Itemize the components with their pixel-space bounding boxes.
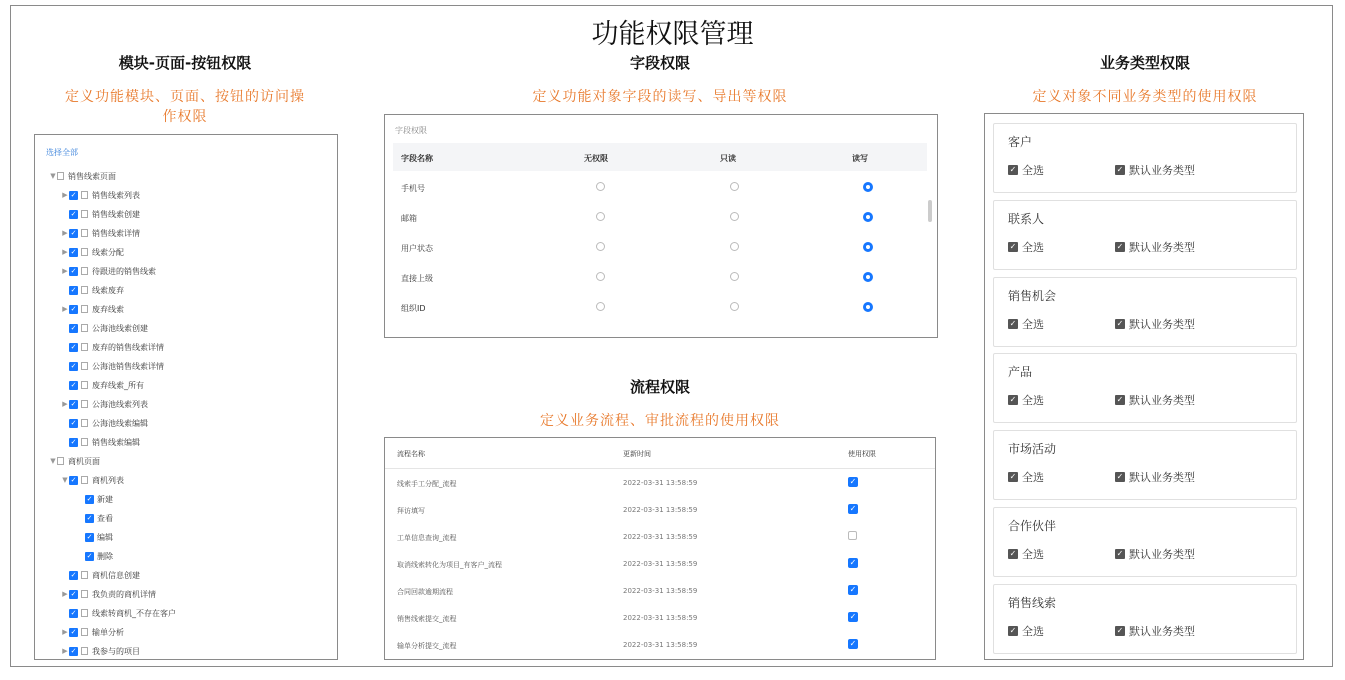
caret-right-icon[interactable]: ▶ bbox=[62, 628, 68, 636]
business-object-card bbox=[993, 200, 1297, 270]
business-title: 业务类型权限 bbox=[1099, 54, 1190, 72]
default-type-option[interactable] bbox=[1115, 546, 1195, 562]
page-title: 功能权限管理 bbox=[591, 19, 754, 50]
radio-option[interactable] bbox=[730, 182, 739, 191]
tree-node[interactable] bbox=[61, 397, 148, 411]
tree-node-label: 输单分析 bbox=[92, 627, 124, 637]
caret-right-icon[interactable]: ▶ bbox=[62, 400, 68, 408]
select-all-link[interactable]: 选择全部 bbox=[46, 148, 78, 157]
tree-node-label: 废弃线索_所有 bbox=[92, 380, 144, 390]
page-icon bbox=[81, 343, 88, 351]
business-object-name: 销售机会 bbox=[1008, 288, 1057, 303]
checkbox-checked-icon[interactable]: ✓ bbox=[1009, 395, 1017, 405]
business-object-card bbox=[993, 584, 1297, 654]
radio-option[interactable] bbox=[596, 242, 605, 251]
checkbox-checked-icon[interactable]: ✓ bbox=[70, 475, 77, 484]
flow-name: 工单信息查询_流程 bbox=[397, 534, 457, 542]
flow-update-time: 2022-03-31 13:58:59 bbox=[623, 560, 698, 568]
tree-node-label: 线索分配 bbox=[92, 247, 124, 257]
checkbox-checked-icon[interactable]: ✓ bbox=[70, 228, 77, 237]
page-icon bbox=[81, 476, 88, 484]
business-object-name: 产品 bbox=[1008, 365, 1033, 380]
default-type-label: 默认业务类型 bbox=[1129, 317, 1195, 331]
business-object-name: 联系人 bbox=[1008, 211, 1045, 226]
select-all-option[interactable] bbox=[1008, 316, 1044, 332]
tree-node[interactable] bbox=[61, 321, 148, 335]
select-all-label: 全选 bbox=[1022, 471, 1044, 485]
field-table-header bbox=[393, 143, 927, 171]
flow-name: 销售线索提交_流程 bbox=[397, 615, 457, 623]
checkbox-checked-icon[interactable]: ✓ bbox=[70, 190, 77, 199]
business-object-name: 销售线索 bbox=[1008, 595, 1057, 610]
default-type-option[interactable] bbox=[1115, 316, 1195, 332]
field-desc: 定义功能对象字段的读写、导出等权限 bbox=[532, 89, 788, 105]
caret-right-icon[interactable]: ▶ bbox=[62, 305, 68, 313]
business-desc: 定义对象不同业务类型的使用权限 bbox=[1032, 89, 1258, 105]
field-name: 手机号 bbox=[401, 184, 425, 193]
default-type-label: 默认业务类型 bbox=[1129, 548, 1195, 561]
page-icon bbox=[81, 267, 88, 275]
field-table-caption: 字段权限 bbox=[395, 126, 427, 135]
checkbox-checked-icon[interactable]: ✓ bbox=[1009, 165, 1017, 174]
flow-name: 线索手工分配_流程 bbox=[397, 480, 457, 488]
checkbox-checked-icon[interactable]: ✓ bbox=[1009, 318, 1017, 328]
tree-node[interactable] bbox=[61, 283, 124, 297]
radio-option[interactable] bbox=[596, 272, 605, 281]
default-type-label: 默认业务类型 bbox=[1129, 394, 1195, 408]
checkbox-checked-icon[interactable]: ✓ bbox=[849, 612, 857, 621]
default-type-label: 默认业务类型 bbox=[1129, 240, 1195, 254]
radio-option[interactable] bbox=[730, 242, 739, 251]
col-flow-name: 流程名称 bbox=[397, 450, 425, 458]
tree-node[interactable] bbox=[61, 264, 156, 278]
checkbox-checked-icon[interactable]: ✓ bbox=[70, 285, 77, 294]
flow-name: 取消线索转化为项目_有客户_流程 bbox=[397, 561, 502, 569]
checkbox-checked-icon[interactable]: ✓ bbox=[70, 361, 77, 370]
flow-name: 拜访填写 bbox=[397, 507, 425, 515]
field-title: 字段权限 bbox=[629, 54, 690, 72]
flow-row bbox=[385, 577, 935, 604]
flow-row bbox=[385, 631, 935, 658]
tree-node[interactable] bbox=[49, 454, 100, 468]
checkbox-checked-icon[interactable]: ✓ bbox=[70, 266, 77, 275]
page-icon bbox=[81, 210, 88, 218]
checkbox-checked-icon[interactable]: ✓ bbox=[1116, 549, 1124, 558]
checkbox-checked-icon[interactable]: ✓ bbox=[70, 627, 77, 636]
checkbox-checked-icon[interactable]: ✓ bbox=[70, 570, 77, 579]
select-all-option[interactable] bbox=[1008, 469, 1044, 485]
select-all-label: 全选 bbox=[1022, 548, 1044, 561]
radio-option[interactable] bbox=[730, 272, 739, 281]
business-object-card bbox=[993, 430, 1297, 500]
tree-node[interactable] bbox=[61, 188, 140, 202]
field-row bbox=[393, 262, 927, 292]
module-desc-line1: 定义功能模块、页面、按钮的访问操 bbox=[65, 89, 305, 105]
field-name: 直接上级 bbox=[401, 274, 433, 283]
default-type-option[interactable] bbox=[1115, 469, 1195, 485]
col-no-permission: 无权限 bbox=[584, 154, 608, 163]
select-all-label: 全选 bbox=[1022, 624, 1044, 638]
radio-selected[interactable] bbox=[863, 272, 873, 282]
tree-node-label: 废弃的销售线索详情 bbox=[92, 342, 164, 352]
checkbox-checked-icon[interactable]: ✓ bbox=[1116, 625, 1124, 635]
business-object-card bbox=[993, 507, 1297, 577]
tree-node-label: 查看 bbox=[97, 513, 113, 523]
checkbox-checked-icon[interactable]: ✓ bbox=[849, 585, 857, 594]
caret-down-icon[interactable]: ▼ bbox=[50, 172, 56, 180]
flow-update-time: 2022-03-31 13:58:59 bbox=[623, 641, 698, 649]
page-icon bbox=[81, 286, 88, 294]
module-tree-panel bbox=[34, 134, 338, 660]
tree-node-label: 我参与的项目 bbox=[92, 646, 140, 656]
default-type-option[interactable] bbox=[1115, 162, 1195, 178]
tree-node-label: 销售线索页面 bbox=[68, 171, 116, 181]
radio-option[interactable] bbox=[596, 212, 605, 221]
business-object-name: 合作伙伴 bbox=[1008, 519, 1057, 533]
tree-node-label: 公海池线索创建 bbox=[92, 323, 148, 333]
checkbox-checked-icon[interactable]: ✓ bbox=[70, 399, 77, 408]
flow-name: 合同回款逾期流程 bbox=[397, 588, 453, 596]
checkbox-checked-icon[interactable]: ✓ bbox=[86, 551, 93, 560]
tree-node-label: 商机列表 bbox=[92, 475, 124, 485]
checkbox-checked-icon[interactable]: ✓ bbox=[70, 608, 77, 617]
tree-node-label: 线索废弃 bbox=[92, 285, 124, 295]
checkbox-checked-icon[interactable]: ✓ bbox=[86, 532, 93, 541]
page-icon bbox=[81, 229, 88, 237]
select-all-label: 全选 bbox=[1022, 394, 1044, 408]
select-all-label: 全选 bbox=[1022, 240, 1044, 254]
module-desc bbox=[35, 87, 335, 127]
field-row bbox=[393, 172, 927, 202]
checkbox-unchecked[interactable] bbox=[848, 531, 857, 540]
field-row bbox=[393, 202, 927, 232]
checkbox-checked-icon[interactable]: ✓ bbox=[70, 646, 77, 655]
checkbox-checked-icon[interactable]: ✓ bbox=[70, 323, 77, 332]
flow-row bbox=[385, 469, 935, 496]
business-type-panel bbox=[984, 113, 1304, 660]
radio-option[interactable] bbox=[596, 302, 605, 311]
caret-down-icon[interactable]: ▼ bbox=[50, 457, 56, 465]
select-all-option[interactable] bbox=[1008, 239, 1044, 255]
select-all-option[interactable] bbox=[1008, 546, 1044, 562]
page-icon bbox=[81, 647, 88, 655]
flow-update-time: 2022-03-31 13:58:59 bbox=[623, 479, 698, 487]
page-icon bbox=[81, 419, 88, 427]
radio-selected[interactable] bbox=[863, 242, 873, 252]
page-icon bbox=[81, 438, 88, 446]
tree-node-label: 废弃线索 bbox=[92, 304, 124, 314]
flow-name: 输单分析提交_流程 bbox=[397, 642, 457, 650]
checkbox-checked-icon[interactable]: ✓ bbox=[86, 513, 93, 522]
business-object-name: 市场活动 bbox=[1008, 442, 1057, 457]
flow-row bbox=[385, 496, 935, 523]
select-all-option[interactable] bbox=[1008, 162, 1044, 178]
tree-node[interactable] bbox=[61, 644, 140, 658]
tree-node[interactable] bbox=[61, 606, 176, 620]
default-type-option[interactable] bbox=[1115, 623, 1195, 639]
flow-row bbox=[385, 550, 935, 577]
caret-right-icon[interactable]: ▶ bbox=[62, 647, 68, 655]
default-type-option[interactable] bbox=[1115, 392, 1195, 408]
checkbox-checked-icon[interactable]: ✓ bbox=[86, 494, 93, 503]
checkbox-checked-icon[interactable]: ✓ bbox=[1009, 472, 1017, 482]
field-row bbox=[393, 232, 927, 262]
flow-update-time: 2022-03-31 13:58:59 bbox=[623, 614, 698, 622]
checkbox-checked-icon[interactable]: ✓ bbox=[70, 342, 77, 351]
page-icon bbox=[81, 305, 88, 313]
tree-node[interactable] bbox=[85, 492, 113, 506]
select-all-label: 全选 bbox=[1022, 317, 1044, 331]
tree-node-label: 我负责的商机详情 bbox=[92, 589, 156, 599]
module-title: 模块-页面-按钮权限 bbox=[118, 54, 252, 72]
flow-title: 流程权限 bbox=[629, 378, 690, 396]
tree-node[interactable] bbox=[61, 435, 140, 449]
tree-node-label: 销售线索详情 bbox=[92, 228, 140, 238]
radio-selected[interactable] bbox=[863, 182, 873, 192]
module-desc-line2: 作权限 bbox=[162, 109, 208, 125]
checkbox-checked-icon[interactable]: ✓ bbox=[1116, 472, 1124, 482]
tree-node[interactable] bbox=[61, 359, 164, 373]
tree-node-label: 删除 bbox=[97, 551, 113, 561]
select-all-label: 全选 bbox=[1022, 164, 1044, 177]
business-object-name: 客户 bbox=[1008, 135, 1033, 149]
tree-node-label: 销售线索编辑 bbox=[92, 437, 140, 447]
tree-node[interactable] bbox=[61, 226, 140, 240]
col-read-write: 读写 bbox=[852, 154, 868, 163]
field-row bbox=[393, 292, 927, 322]
page-icon bbox=[57, 172, 64, 180]
checkbox-checked-icon[interactable]: ✓ bbox=[70, 380, 77, 389]
checkbox-checked-icon[interactable]: ✓ bbox=[1116, 241, 1124, 251]
col-update-time: 更新时间 bbox=[623, 450, 651, 458]
tree-node[interactable] bbox=[61, 568, 140, 582]
tree-node[interactable] bbox=[85, 511, 113, 525]
tree-node[interactable] bbox=[85, 530, 113, 544]
flow-row bbox=[385, 604, 935, 631]
checkbox-checked-icon[interactable]: ✓ bbox=[849, 477, 857, 486]
business-object-card bbox=[993, 123, 1297, 193]
tree-node[interactable] bbox=[61, 302, 124, 316]
checkbox-checked-icon[interactable]: ✓ bbox=[1116, 165, 1124, 174]
radio-option[interactable] bbox=[730, 302, 739, 311]
caret-right-icon[interactable]: ▶ bbox=[62, 590, 68, 598]
business-object-card bbox=[993, 277, 1297, 347]
checkbox-checked-icon[interactable]: ✓ bbox=[70, 209, 77, 218]
tree-node[interactable] bbox=[61, 245, 124, 259]
tree-node-label: 编辑 bbox=[97, 532, 113, 542]
checkbox-checked-icon[interactable]: ✓ bbox=[1116, 395, 1124, 405]
field-permission-panel bbox=[384, 114, 938, 338]
field-name: 组织ID bbox=[401, 304, 426, 313]
tree-node[interactable] bbox=[61, 473, 124, 487]
tree-node[interactable] bbox=[85, 549, 113, 563]
radio-option[interactable] bbox=[730, 212, 739, 221]
caret-right-icon[interactable]: ▶ bbox=[62, 229, 68, 237]
radio-selected[interactable] bbox=[863, 302, 873, 312]
checkbox-checked-icon[interactable]: ✓ bbox=[849, 639, 857, 648]
tree-node-label: 公海池销售线索详情 bbox=[92, 361, 164, 371]
page-icon bbox=[81, 324, 88, 332]
page-icon bbox=[81, 628, 88, 636]
tree-node[interactable] bbox=[49, 169, 116, 183]
flow-update-time: 2022-03-31 13:58:59 bbox=[623, 533, 698, 541]
page-icon bbox=[57, 457, 64, 465]
page-icon bbox=[81, 400, 88, 408]
checkbox-checked-icon[interactable]: ✓ bbox=[70, 589, 77, 598]
flow-table-header bbox=[385, 438, 935, 469]
select-all-option[interactable] bbox=[1008, 392, 1044, 408]
page-icon bbox=[81, 571, 88, 579]
flow-update-time: 2022-03-31 13:58:59 bbox=[623, 506, 698, 514]
radio-selected[interactable] bbox=[863, 212, 873, 222]
default-type-label: 默认业务类型 bbox=[1129, 164, 1195, 177]
tree-node-label: 销售线索创建 bbox=[92, 209, 140, 219]
business-object-card bbox=[993, 353, 1297, 423]
page-icon bbox=[81, 191, 88, 199]
page-icon bbox=[81, 609, 88, 617]
caret-down-icon[interactable]: ▼ bbox=[62, 476, 68, 484]
tree-node[interactable] bbox=[61, 378, 144, 392]
tree-node-label: 商机页面 bbox=[68, 456, 100, 466]
checkbox-checked-icon[interactable]: ✓ bbox=[1009, 549, 1017, 558]
field-name: 邮箱 bbox=[401, 214, 417, 223]
tree-node[interactable] bbox=[61, 207, 140, 221]
caret-right-icon[interactable]: ▶ bbox=[62, 191, 68, 199]
tree-node-label: 商机信息创建 bbox=[92, 570, 140, 580]
select-all-option[interactable] bbox=[1008, 623, 1044, 639]
flow-desc: 定义业务流程、审批流程的使用权限 bbox=[540, 413, 780, 429]
default-type-label: 默认业务类型 bbox=[1129, 624, 1195, 638]
col-read-only: 只读 bbox=[720, 154, 736, 163]
page-icon bbox=[81, 381, 88, 389]
tree-node-label: 销售线索列表 bbox=[92, 190, 140, 200]
checkbox-checked-icon[interactable]: ✓ bbox=[1009, 625, 1017, 635]
field-scrollbar[interactable] bbox=[928, 200, 932, 222]
tree-node[interactable] bbox=[61, 625, 124, 639]
tree-node-label: 公海池线索列表 bbox=[92, 399, 148, 409]
checkbox-checked-icon[interactable]: ✓ bbox=[849, 558, 857, 567]
default-type-option[interactable] bbox=[1115, 239, 1195, 255]
checkbox-checked-icon[interactable]: ✓ bbox=[70, 418, 77, 427]
checkbox-checked-icon[interactable]: ✓ bbox=[1009, 241, 1017, 251]
default-type-label: 默认业务类型 bbox=[1129, 471, 1195, 485]
field-name: 用户状态 bbox=[401, 244, 433, 253]
caret-right-icon[interactable]: ▶ bbox=[62, 267, 68, 275]
page-icon bbox=[81, 248, 88, 256]
flow-permission-panel bbox=[384, 437, 936, 660]
caret-right-icon[interactable]: ▶ bbox=[62, 248, 68, 256]
tree-node-label: 待跟进的销售线索 bbox=[92, 266, 156, 276]
flow-update-time: 2022-03-31 13:58:59 bbox=[623, 587, 698, 595]
checkbox-checked-icon[interactable]: ✓ bbox=[70, 247, 77, 256]
flow-row bbox=[385, 523, 935, 550]
tree-node-label: 新建 bbox=[97, 494, 113, 504]
checkbox-checked-icon[interactable]: ✓ bbox=[1116, 318, 1124, 328]
tree-node-label: 线索转商机_不存在客户 bbox=[92, 608, 176, 618]
tree-node[interactable] bbox=[61, 587, 156, 601]
checkbox-checked-icon[interactable]: ✓ bbox=[70, 304, 77, 313]
checkbox-checked-icon[interactable]: ✓ bbox=[70, 437, 77, 446]
col-usage-permission: 使用权限 bbox=[848, 450, 876, 458]
tree-node[interactable] bbox=[61, 416, 148, 430]
tree-node[interactable] bbox=[61, 340, 164, 354]
checkbox-checked-icon[interactable]: ✓ bbox=[849, 504, 857, 513]
page-icon bbox=[81, 362, 88, 370]
col-field-name: 字段名称 bbox=[401, 154, 433, 163]
tree-node-label: 公海池线索编辑 bbox=[92, 418, 148, 428]
radio-option[interactable] bbox=[596, 182, 605, 191]
page-icon bbox=[81, 590, 88, 598]
